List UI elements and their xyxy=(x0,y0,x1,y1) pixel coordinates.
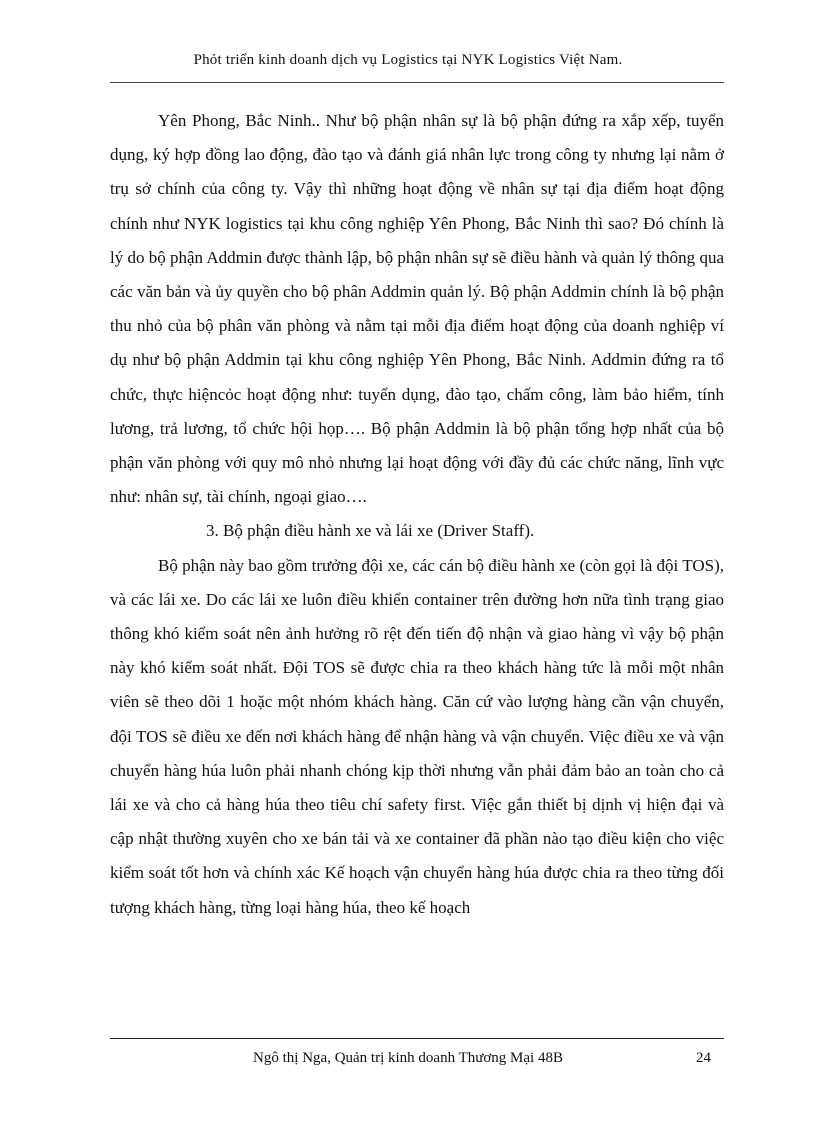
body-text xyxy=(110,104,724,925)
footer-rule xyxy=(110,1038,724,1039)
footer-author: Ngô thị Nga, Quản trị kinh doanh Thương Mại 48B xyxy=(253,1050,563,1066)
paragraph: Yên Phong, Bắc Ninh.. Như bộ phận nhân sự là bộ phận đứng ra xắp xếp, tuyển dụng, ký hợp đồng lao động, đào tạo và đánh giá nhân lực trong công ty nhưng lại nằm ở trụ sở chính của công ty. Vậy thì những hoạt động về nhân sự tại địa điểm hoạt động chính như NYK logistics tại khu công nghiệp Yên Phong, Bắc Ninh thì sao? Đó chính là lý do bộ phận Addmin được thành lập, bộ phận nhân sự sẽ điều hành và quản lý thông qua các văn bản và ủy quyền cho bộ phân Addmin quản lý. Bộ phận Addmin chính là bộ phận thu nhỏ của bộ phân văn phòng và nằm tại mỗi địa điểm hoạt động của doanh nghiệp ví dụ như bộ phận Addmin tại khu công nghiệp Yên Phong, Bắc Ninh. Addmin đứng ra tổ chức, thực hiệncỏc hoạt động như: tuyển dụng, đào tạo, chấm công, làm bảo hiểm, tính lương, trả lương, tổ chức hội họp…. Bộ phận Addmin là bộ phận tổng hợp nhất của bộ phận văn phòng với quy mô nhỏ nhưng lại hoạt động với đầy đủ các chức năng, lĩnh vực như: nhân sự, tài chính, ngoại giao…. xyxy=(110,111,724,507)
header-rule xyxy=(110,82,724,83)
page-number: 24 xyxy=(696,1050,711,1066)
running-header: Phỏt triển kinh doanh dịch vụ Logistics tại NYK Logistics Việt Nam. xyxy=(193,52,623,68)
paragraph: Bộ phận này bao gồm trưởng đội xe, các cán bộ điều hành xe (còn gọi là đội TOS), và các lái xe. Do các lái xe luôn điều khiển container trên đường hơn nữa tình trạng giao thông khó kiểm soát nên ảnh hưởng rõ rệt đến tiến độ nhận và giao hàng vì vậy bộ phận này khó kiểm soát nhất. Đội TOS sẽ được chia ra theo khách hàng tức là mỗi một nhân viên sẽ theo dõi 1 hoặc một nhóm khách hàng. Căn cứ vào lượng hàng cần vận chuyển, đội TOS sẽ điều xe đến nơi khách hàng để nhận hàng và vận chuyển. Việc điều xe và vận chuyển hàng húa luôn phải nhanh chóng kịp thời nhưng vẫn phải đảm bảo an toàn cho cả lái xe và cho cả hàng húa theo tiêu chí safety first. Việc gắn thiết bị dịnh vị hiện đại và cập nhật thường xuyên cho xe bán tải và xe container đã phần nào tạo điều kiện cho việc kiểm soát tốt hơn và chính xác Kế hoạch vận chuyển hàng húa được chia ra theo từng đối tượng khách hàng, từng loại hàng húa, theo kế hoạch xyxy=(110,555,724,917)
section-heading: 3. Bộ phận điều hành xe và lái xe (Driver Staff). xyxy=(206,521,535,541)
